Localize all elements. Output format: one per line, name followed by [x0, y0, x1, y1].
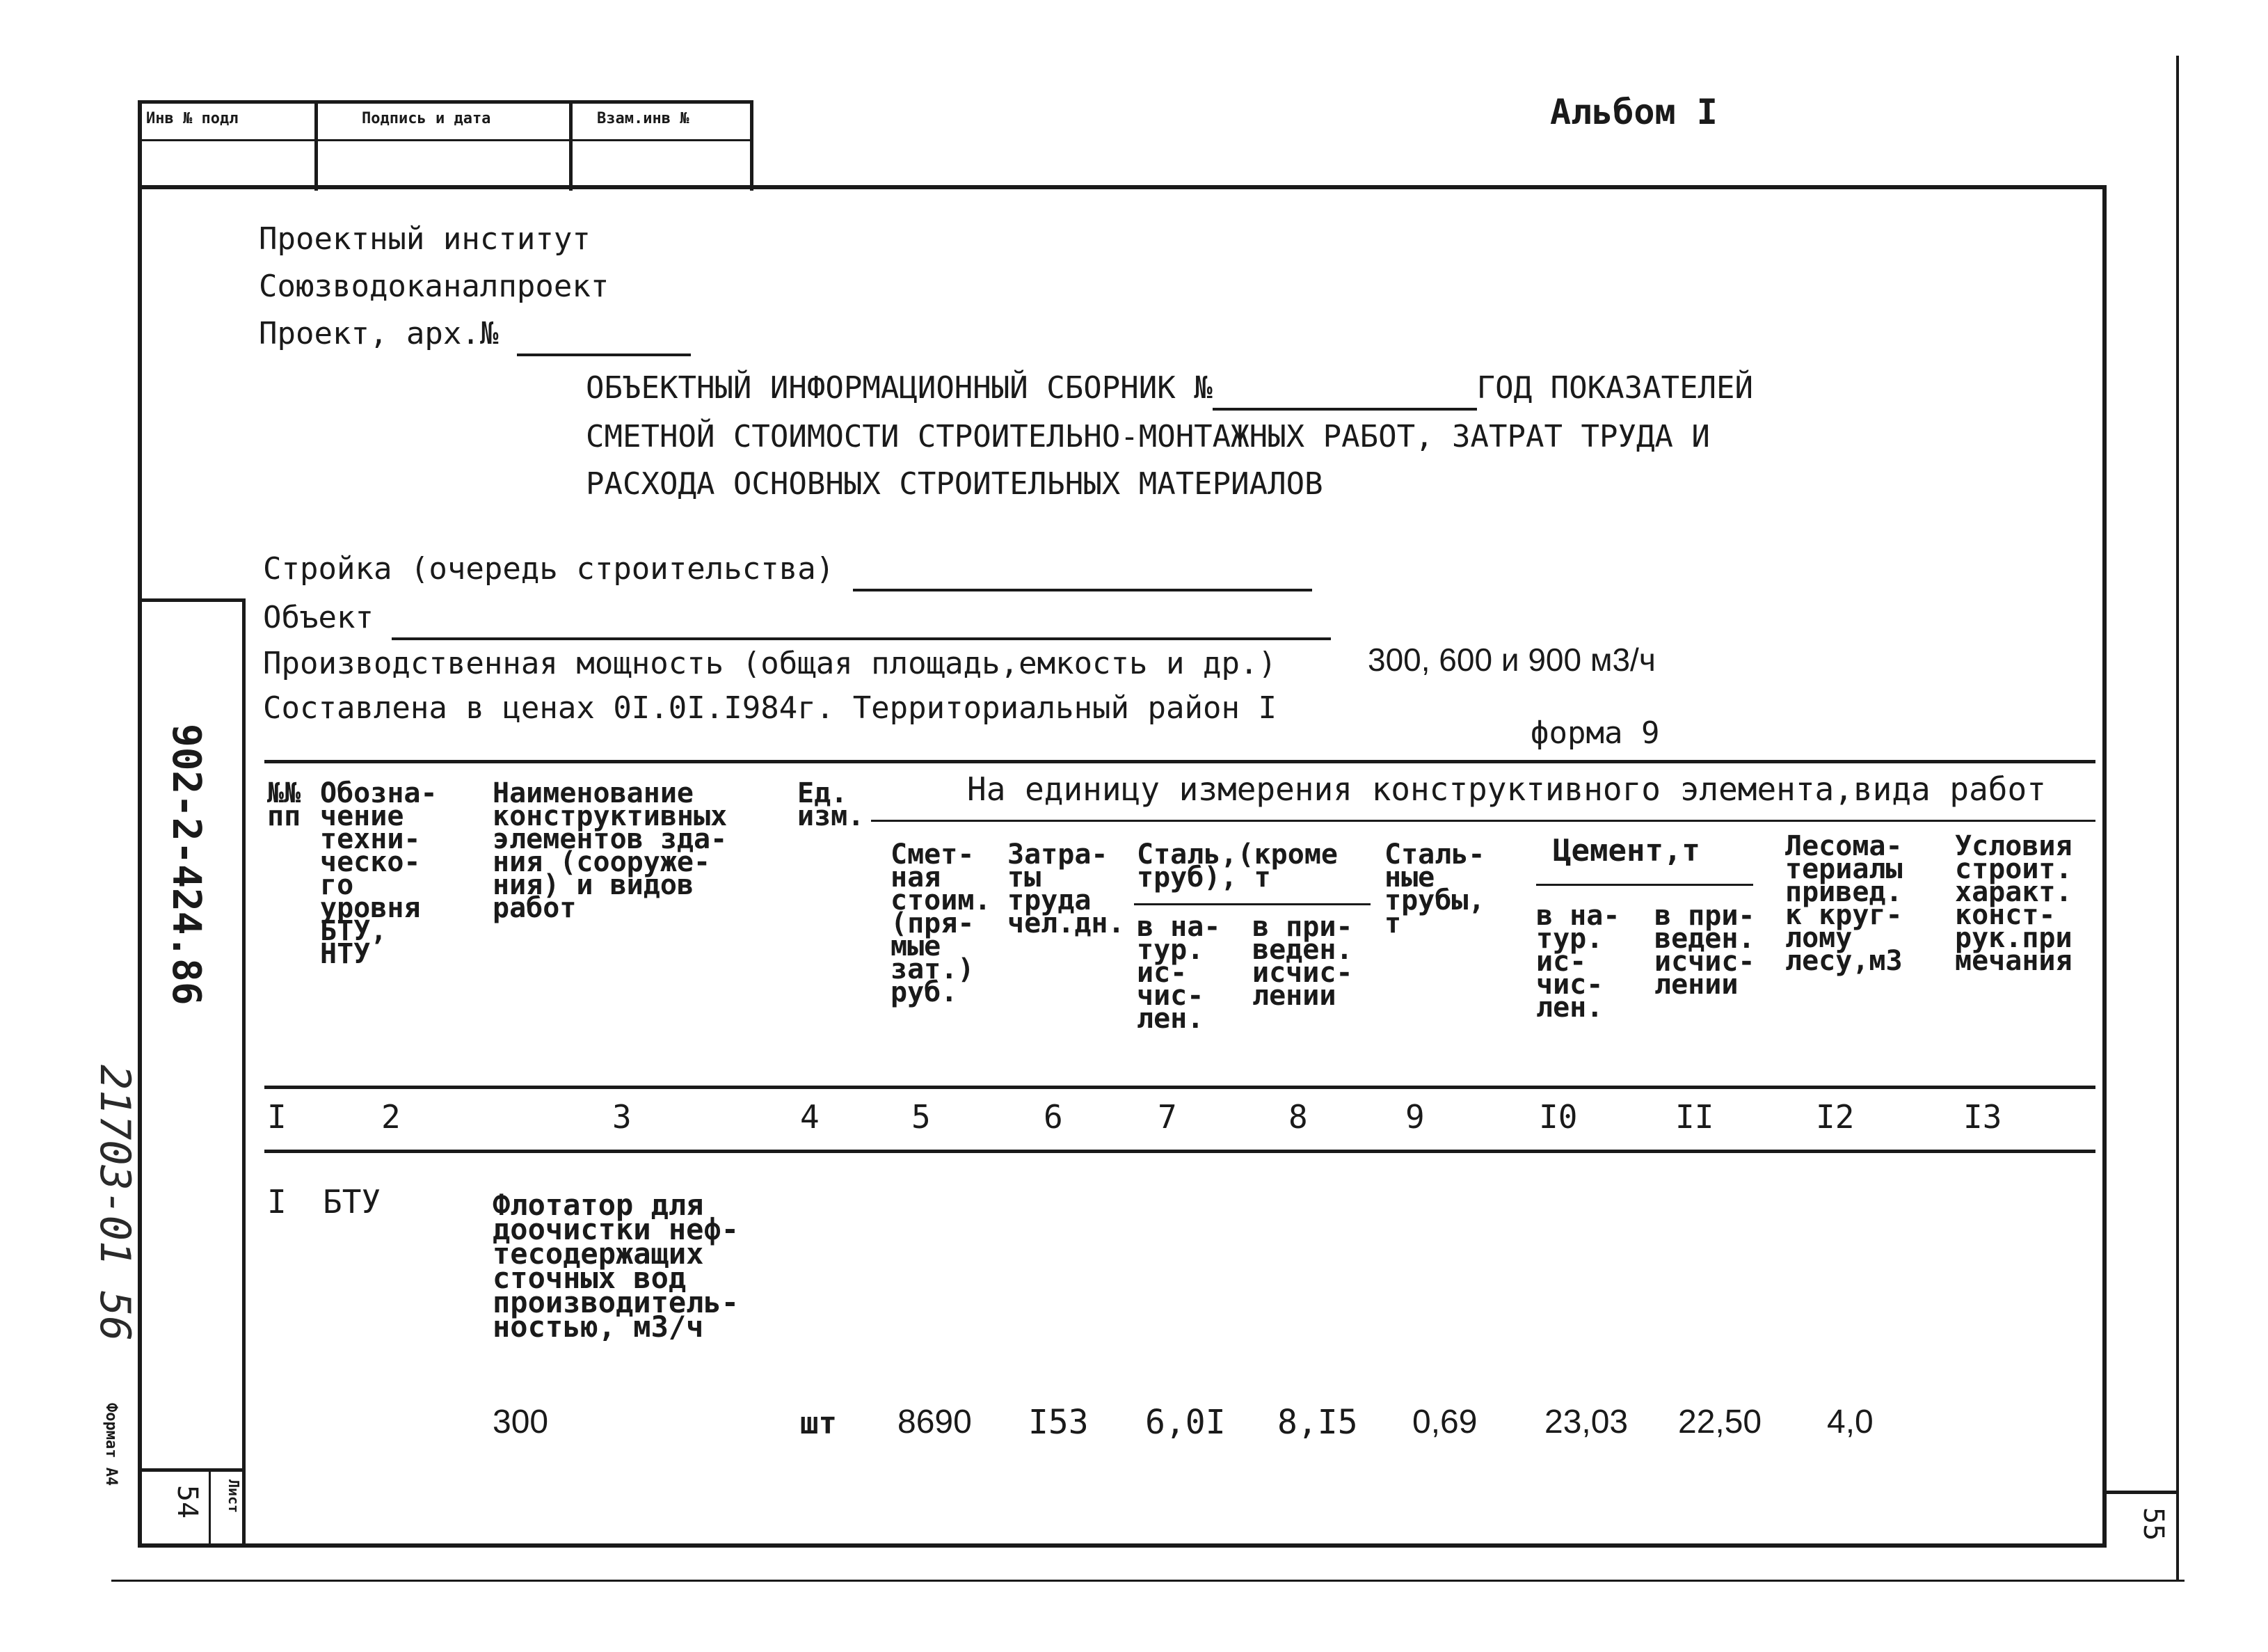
row-cost: 8690 — [897, 1404, 972, 1440]
col-header-2: Обозна- чение техни- ческо- го уровня БТУ, НТУ — [320, 777, 438, 970]
col-number: 6 — [1044, 1098, 1063, 1136]
row-capacity: 300 — [493, 1404, 549, 1440]
project-arch-label — [259, 315, 691, 356]
format-label: Формат А4 — [102, 1403, 120, 1486]
row-steel-red: 8,I5 — [1277, 1403, 1358, 1442]
col-number: 5 — [911, 1098, 931, 1136]
capacity-value: 300, 600 и 900 м3/ч — [1368, 642, 1656, 678]
title-line-1b: ГОД ПОКАЗАТЕЛЕЙ — [1476, 370, 1754, 406]
title-line-3: РАСХОДА ОСНОВНЫХ СТРОИТЕЛЬНЫХ МАТЕРИАЛОВ — [586, 466, 1323, 502]
col-header-cement: Цемент,т — [1553, 833, 1700, 868]
construction-label: Стройка (очередь строительства) — [263, 551, 835, 587]
row-labor: I53 — [1028, 1403, 1089, 1442]
organization-label: Союзводоканалпроект — [259, 269, 609, 304]
col-header-3: Наименование конструктивных элементов зда- ния (сооруже- ния) и видов работ — [493, 777, 728, 924]
sheet-label: Лист — [225, 1479, 242, 1514]
col-header-12: Лесома- териалы привед. к круг- лому лесу,м3 — [1785, 830, 1903, 977]
prices-label: Составлена в ценах 0I.0I.I984г. Территориальный район I — [263, 690, 1277, 726]
construction-field — [263, 550, 1312, 591]
row-cement-red: 22,50 — [1678, 1404, 1762, 1440]
institute-label: Проектный институт — [259, 221, 591, 257]
col-number: I2 — [1816, 1098, 1855, 1136]
col-number: I — [267, 1098, 287, 1136]
col-number: 7 — [1158, 1098, 1177, 1136]
row-cement-nat: 23,03 — [1544, 1404, 1629, 1440]
object-blank — [392, 598, 1331, 640]
project-arch-text: Проект, арх.№ — [259, 316, 499, 351]
col-number: 2 — [381, 1098, 401, 1136]
col-number: II — [1675, 1098, 1714, 1136]
col-header-6: Затра- ты труда чел.дн. — [1007, 839, 1125, 939]
row-level: БТУ — [323, 1183, 381, 1221]
row-number: I — [267, 1183, 287, 1221]
title-line-2: СМЕТНОЙ СТОИМОСТИ СТРОИТЕЛЬНО-МОНТАЖНЫХ РАБОТ, ЗАТРАТ ТРУДА И — [586, 419, 1710, 454]
row-timber: 4,0 — [1827, 1404, 1874, 1440]
order-code: 21703-01 56 — [90, 1065, 139, 1342]
col-header-8: в при- веден. исчис- лении — [1252, 911, 1353, 1012]
col-header-steel: Сталь,(кроме труб), т — [1137, 839, 1338, 893]
title-number-blank — [1213, 369, 1477, 411]
col-header-7: в на- тур. ис- чис- лен. — [1137, 911, 1221, 1035]
stamp-replaced-label: Взам.инв № — [597, 110, 689, 127]
group-header: На единицу измерения конструктивного элемента,вида работ — [967, 770, 2046, 808]
col-header-1: №№ пп — [267, 777, 301, 832]
col-number: 9 — [1405, 1098, 1425, 1136]
object-field — [263, 598, 1331, 640]
col-header-9: Сталь- ные трубы, т — [1384, 839, 1485, 939]
col-header-5: Смет- ная стоим. (пря- мые зат.) руб. — [891, 839, 991, 1008]
row-unit: шт — [800, 1406, 837, 1441]
stamp-inv-label: Инв № подл — [146, 110, 239, 127]
capacity-label: Производственная мощность (общая площадь,емкость и др.) — [263, 646, 1277, 681]
construction-blank — [853, 550, 1312, 591]
sheet-number-right: 55 — [2137, 1507, 2169, 1541]
row-steel-nat: 6,0I — [1145, 1403, 1226, 1442]
col-number: 4 — [800, 1098, 820, 1136]
sheet-number-left: 54 — [171, 1485, 203, 1519]
col-header-11: в при- веден. исчис- лении — [1654, 900, 1755, 1001]
album-label: Альбом I — [1550, 92, 1718, 132]
title-line-1 — [586, 369, 1753, 411]
title-line-1a: ОБЪЕКТНЫЙ ИНФОРМАЦИОННЫЙ СБОРНИК № — [586, 370, 1213, 406]
row-pipes: 0,69 — [1412, 1404, 1478, 1440]
form-label: форма 9 — [1531, 715, 1660, 751]
col-header-4: Ед. изм. — [797, 777, 865, 832]
stamp-signature-label: Подпись и дата — [362, 110, 491, 127]
col-header-10: в на- тур. ис- чис- лен. — [1536, 900, 1620, 1024]
col-number: 3 — [612, 1098, 632, 1136]
col-number: 8 — [1288, 1098, 1308, 1136]
col-number: I0 — [1539, 1098, 1578, 1136]
project-arch-blank — [517, 315, 691, 356]
row-name: Флотатор для доочистки неф- тесодержащих сточных вод производитель- ностью, м3/ч — [493, 1188, 740, 1344]
doc-code: 902-2-424.86 — [163, 724, 209, 1006]
col-number: I3 — [1963, 1098, 2002, 1136]
col-header-13: Условия строит. характ. конст- рук.при мечания — [1955, 830, 2073, 977]
object-label: Объект — [263, 600, 374, 635]
